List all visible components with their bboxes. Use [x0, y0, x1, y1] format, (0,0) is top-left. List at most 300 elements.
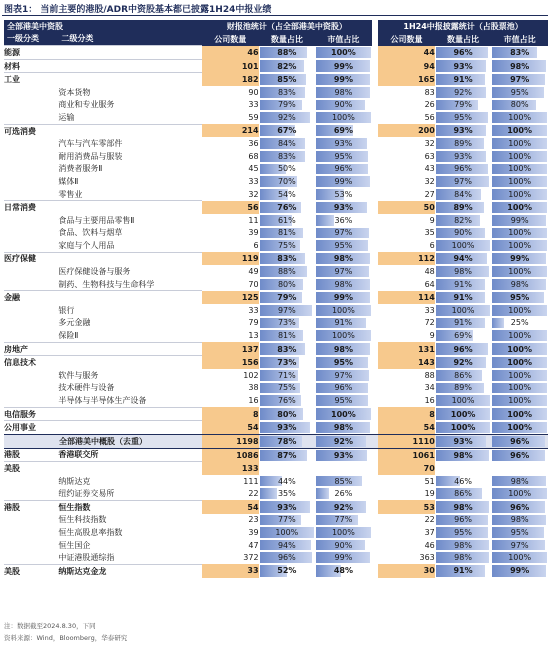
percent-text: 90% [454, 228, 472, 238]
table-row [4, 382, 548, 395]
table-row [4, 421, 548, 435]
percent-text: 97% [277, 305, 296, 315]
percent-text: 95% [510, 293, 530, 303]
percent-cell [435, 150, 492, 163]
percent-cell [315, 86, 372, 99]
percent-text: 93% [277, 422, 297, 432]
table-row [4, 448, 548, 462]
percent-text: 75% [277, 241, 296, 251]
percent-text: 61% [277, 215, 296, 225]
row-count-1h24: 56 [424, 113, 435, 123]
percent-cell [259, 175, 316, 188]
percent-cell [435, 137, 492, 150]
percent-cell [491, 317, 548, 330]
row-level1 [4, 278, 58, 291]
percent-cell [435, 86, 492, 99]
percent-text: 83% [277, 344, 297, 354]
row-level1: 港股 [4, 500, 58, 513]
percent-text: 82% [277, 61, 297, 71]
percent-text: 86% [454, 370, 472, 380]
row-level1: 医疗保健 [4, 252, 58, 265]
row-count-pool: 119 [202, 252, 259, 265]
row-level1 [4, 475, 58, 488]
percent-cell [491, 407, 548, 421]
percent-cell [315, 421, 372, 435]
percent-cell [315, 539, 372, 552]
percent-cell [491, 475, 548, 488]
percent-text: 95% [454, 113, 472, 123]
percent-cell [491, 111, 548, 124]
percent-cell [315, 111, 372, 124]
percent-cell [315, 265, 372, 278]
percent-text: 89% [454, 139, 472, 149]
table-row [4, 356, 548, 369]
row-count-1h24: 34 [424, 383, 435, 393]
percent-cell [259, 394, 316, 407]
row-count-pool: 79 [248, 318, 259, 328]
percent-text: 100% [508, 305, 532, 315]
percent-cell [491, 448, 548, 462]
percent-cell [259, 59, 316, 73]
percent-text: 53% [334, 189, 353, 199]
percent-text: 87% [277, 450, 297, 460]
percent-cell [315, 342, 372, 356]
row-count-pool: 156 [202, 356, 259, 369]
percent-cell [315, 124, 372, 137]
row-count-pool: 90 [248, 87, 259, 97]
row-count-1h24: 6 [429, 241, 435, 251]
percent-text: 98% [333, 422, 353, 432]
percent-cell [491, 514, 548, 527]
row-level2 [58, 73, 202, 86]
percent-cell [491, 201, 548, 214]
percent-text: 95% [454, 527, 472, 537]
row-level1 [4, 551, 58, 564]
row-level1 [4, 514, 58, 527]
row-level1: 电信服务 [4, 407, 58, 421]
row-level2: 食品、饮料与烟草 [58, 228, 123, 238]
row-level1 [4, 539, 58, 552]
percent-cell [491, 369, 548, 382]
percent-text: 70% [277, 176, 296, 186]
row-count-1h24: 70 [378, 462, 435, 475]
row-level1 [4, 329, 58, 342]
table-row [4, 487, 548, 500]
percent-cell [259, 317, 316, 330]
percent-text: 100% [508, 267, 532, 277]
row-level2 [58, 201, 202, 214]
percent-cell [435, 329, 492, 342]
percent-text: 100% [451, 305, 475, 315]
percent-text: 100% [508, 113, 532, 123]
percent-text: 99% [334, 176, 353, 186]
row-count-pool: 47 [248, 540, 259, 550]
row-level1 [4, 265, 58, 278]
row-level2: 家庭与个人用品 [58, 240, 115, 250]
row-level2: 恒生国企 [58, 540, 91, 550]
header-mktcap-share: 市值占比 [315, 33, 372, 46]
row-level1 [4, 239, 58, 252]
percent-cell [435, 163, 492, 176]
percent-cell [259, 73, 316, 86]
percent-cell [315, 551, 372, 564]
percent-cell [435, 265, 492, 278]
percent-cell [435, 227, 492, 240]
row-count-1h24: 114 [378, 291, 435, 304]
percent-text: 100% [507, 202, 533, 212]
percent-text: 83% [510, 47, 530, 57]
row-count-1h24: 165 [378, 73, 435, 86]
percent-text: 100% [331, 527, 355, 537]
percent-cell [435, 421, 492, 435]
percent-text: 69% [333, 126, 353, 136]
percent-cell [491, 214, 548, 227]
row-level1 [4, 304, 58, 317]
table-body [4, 46, 548, 578]
percent-cell [435, 475, 492, 488]
row-count-1h24: 1110 [378, 435, 435, 449]
percent-text: 95% [334, 396, 353, 406]
percent-text: 96% [510, 436, 530, 446]
percent-cell [491, 394, 548, 407]
percent-text: 100% [508, 241, 532, 251]
percent-text: 76% [277, 396, 296, 406]
percent-cell [435, 239, 492, 252]
percent-text: 92% [333, 502, 353, 512]
header-group-1h24: 1H24中报披露统计（占股票池） [378, 20, 548, 33]
row-level1 [4, 317, 58, 330]
percent-text: 46% [454, 476, 472, 486]
percent-cell [491, 291, 548, 304]
title-rule [2, 15, 548, 16]
row-level1 [4, 111, 58, 124]
percent-text: 99% [333, 74, 353, 84]
table-row [4, 124, 548, 137]
percent-text: 83% [277, 151, 296, 161]
percent-text: 36% [334, 215, 353, 225]
percent-text: 52% [277, 566, 297, 576]
row-count-pool: 56 [202, 201, 259, 214]
table-row [4, 539, 548, 552]
percent-text: 99% [510, 254, 530, 264]
percent-text: 93% [453, 61, 473, 71]
percent-cell [491, 124, 548, 137]
table-row [4, 214, 548, 227]
percent-cell [491, 356, 548, 369]
percent-cell [259, 551, 316, 564]
table-row [4, 201, 548, 214]
percent-cell [435, 46, 492, 60]
percent-cell [491, 163, 548, 176]
percent-cell [259, 99, 316, 112]
row-count-pool: 23 [248, 515, 259, 525]
row-count-pool: 54 [202, 500, 259, 513]
percent-text: 98% [334, 279, 353, 289]
percent-cell [435, 317, 492, 330]
percent-text: 80% [510, 100, 529, 110]
header-count: 公司数量 [202, 33, 259, 46]
row-count-pool: 13 [248, 331, 259, 341]
row-level2: 耐用消费品与服装 [58, 151, 123, 161]
percent-text: 71% [277, 370, 296, 380]
percent-cell [315, 435, 372, 449]
percent-text: 100% [508, 331, 532, 341]
percent-text: 90% [334, 540, 353, 550]
percent-text: 92% [277, 113, 296, 123]
percent-text: 67% [277, 126, 297, 136]
percent-cell [315, 564, 372, 577]
table-row [4, 500, 548, 513]
percent-cell [315, 46, 372, 60]
percent-cell [315, 163, 372, 176]
percent-cell [435, 278, 492, 291]
percent-text: 99% [333, 293, 353, 303]
percent-cell [491, 551, 548, 564]
percent-text: 91% [453, 293, 473, 303]
percent-cell [259, 214, 316, 227]
row-level1: 公用事业 [4, 421, 58, 435]
percent-text: 84% [454, 189, 472, 199]
percent-text: 98% [510, 61, 530, 71]
percent-text: 97% [334, 370, 353, 380]
percent-cell [435, 500, 492, 513]
row-count-pool: 39 [248, 527, 259, 537]
row-level2: 食品与主要用品零售Ⅱ [58, 215, 135, 225]
percent-cell [435, 394, 492, 407]
percent-text: 100% [507, 409, 533, 419]
percent-cell [315, 462, 372, 475]
percent-text: 48% [333, 566, 353, 576]
percent-text: 79% [454, 100, 472, 110]
percent-cell [315, 304, 372, 317]
table-row [4, 304, 548, 317]
percent-text: 88% [277, 47, 297, 57]
row-count-1h24: 53 [378, 500, 435, 513]
percent-text: 77% [277, 515, 296, 525]
row-count-pool: 49 [248, 267, 259, 277]
percent-text: 95% [334, 151, 353, 161]
row-count-pool: 1198 [202, 435, 259, 449]
row-count-pool: 59 [248, 113, 259, 123]
row-count-1h24: 22 [424, 515, 435, 525]
table-row [4, 137, 548, 150]
percent-text: 95% [510, 527, 529, 537]
header-group-pool: 财报池统计（占全部港美中资股） [202, 20, 372, 33]
row-level1: 能源 [4, 46, 58, 60]
row-count-pool: 6 [253, 241, 259, 251]
header-row-cols [4, 33, 548, 46]
percent-text: 98% [453, 450, 473, 460]
percent-text: 83% [277, 254, 297, 264]
percent-cell [315, 291, 372, 304]
percent-text: 96% [510, 502, 530, 512]
percent-cell [259, 448, 316, 462]
percent-cell [435, 73, 492, 86]
row-count-pool: 133 [202, 462, 259, 475]
percent-cell [315, 227, 372, 240]
row-count-1h24: 112 [378, 252, 435, 265]
percent-text: 98% [454, 540, 472, 550]
row-level2: 纽约证券交易所 [58, 489, 115, 499]
row-level2: 软件与服务 [58, 370, 99, 380]
percent-cell [435, 487, 492, 500]
row-level2 [58, 124, 202, 137]
percent-text: 91% [334, 318, 353, 328]
row-count-1h24: 1061 [378, 448, 435, 462]
percent-text: 97% [334, 228, 353, 238]
row-count-pool: 54 [202, 421, 259, 435]
row-level2: 消费者服务Ⅱ [58, 164, 103, 174]
percent-cell [491, 227, 548, 240]
row-level2: 恒生高股息率指数 [58, 527, 123, 537]
percent-text: 93% [333, 202, 353, 212]
percent-cell [315, 475, 372, 488]
percent-text: 26% [334, 489, 353, 499]
percent-text: 99% [510, 215, 529, 225]
percent-cell [435, 175, 492, 188]
table-row [4, 551, 548, 564]
table-row [4, 514, 548, 527]
percent-cell [315, 394, 372, 407]
percent-text: 100% [331, 305, 355, 315]
percent-text: 79% [277, 293, 297, 303]
row-count-1h24: 63 [424, 151, 435, 161]
percent-text: 85% [277, 74, 297, 84]
percent-text: 100% [508, 228, 532, 238]
figure-title: 图表1： 当前主要的港股/ADR中资股基本都已披露1H24中报业绩 [4, 5, 272, 15]
percent-text: 98% [333, 254, 353, 264]
percent-text: 97% [454, 176, 472, 186]
percent-text: 95% [333, 357, 353, 367]
percent-cell [259, 278, 316, 291]
row-level2: 医疗保健设备与服务 [58, 267, 131, 277]
row-count-1h24: 33 [424, 305, 435, 315]
percent-text: 89% [454, 383, 472, 393]
table-row [4, 317, 548, 330]
percent-text: 97% [510, 74, 530, 84]
table-row [4, 73, 548, 86]
percent-cell [315, 514, 372, 527]
percent-text: 83% [277, 87, 296, 97]
percent-cell [315, 59, 372, 73]
percent-cell [491, 421, 548, 435]
percent-text: 78% [277, 436, 297, 446]
percent-bar [316, 215, 334, 226]
percent-text: 91% [454, 279, 472, 289]
row-count-pool: 16 [248, 396, 259, 406]
row-total-label: 全部港美中概股（去重） [4, 435, 202, 449]
percent-text: 98% [333, 344, 353, 354]
header-count-share: 数量占比 [259, 33, 316, 46]
percent-cell [435, 448, 492, 462]
percent-cell [315, 175, 372, 188]
row-level2 [58, 291, 202, 304]
percent-text: 93% [333, 450, 353, 460]
percent-text: 79% [277, 100, 296, 110]
percent-text: 100% [450, 409, 476, 419]
percent-text: 99% [510, 566, 530, 576]
row-count-1h24: 9 [429, 331, 435, 341]
row-count-1h24: 83 [424, 87, 435, 97]
row-level1 [4, 227, 58, 240]
percent-text: 100% [508, 189, 532, 199]
row-count-1h24: 27 [424, 189, 435, 199]
row-level2: 香港联交所 [58, 448, 202, 462]
percent-text: 35% [277, 489, 296, 499]
row-count-1h24: 143 [378, 356, 435, 369]
percent-cell [491, 435, 548, 449]
percent-text: 98% [454, 267, 472, 277]
percent-cell [491, 46, 548, 60]
row-level1 [4, 394, 58, 407]
percent-cell [435, 539, 492, 552]
row-level2 [58, 407, 202, 421]
table-row [4, 475, 548, 488]
row-count-pool: 125 [202, 291, 259, 304]
row-level1: 房地产 [4, 342, 58, 356]
percent-cell [259, 435, 316, 449]
percent-cell [315, 382, 372, 395]
percent-text: 69% [454, 331, 472, 341]
percent-cell [259, 342, 316, 356]
percent-bar [492, 318, 504, 329]
row-level1 [4, 175, 58, 188]
percent-cell [491, 150, 548, 163]
row-count-1h24: 26 [424, 100, 435, 110]
source-note: 资料来源：Wind，Bloomberg，华泰研究 [4, 634, 128, 642]
row-count-pool: 39 [248, 228, 259, 238]
percent-text: 91% [454, 318, 472, 328]
row-level1 [4, 86, 58, 99]
row-level1: 信息技术 [4, 356, 58, 369]
percent-cell [435, 514, 492, 527]
percent-text: 100% [508, 396, 532, 406]
row-level2: 多元金融 [58, 318, 91, 328]
header-level1: 一级分类 [4, 33, 58, 46]
table-row [4, 163, 548, 176]
percent-text: 92% [453, 357, 473, 367]
percent-text: 100% [331, 331, 355, 341]
percent-cell [435, 291, 492, 304]
percent-cell [259, 407, 316, 421]
row-level1: 材料 [4, 59, 58, 73]
percent-text: 93% [453, 436, 473, 446]
row-count-1h24: 200 [378, 124, 435, 137]
percent-cell [315, 329, 372, 342]
row-count-1h24: 44 [378, 46, 435, 60]
percent-cell [315, 369, 372, 382]
row-level2: 商业和专业服务 [58, 100, 115, 110]
percent-text: 100% [451, 396, 475, 406]
percent-cell [315, 356, 372, 369]
percent-cell [435, 356, 492, 369]
percent-cell [435, 551, 492, 564]
row-level2 [58, 342, 202, 356]
row-count-1h24: 64 [424, 279, 435, 289]
header-level2: 二级分类 [58, 33, 202, 46]
row-count-1h24: 46 [424, 540, 435, 550]
row-count-pool: 38 [248, 383, 259, 393]
row-level1 [4, 369, 58, 382]
row-level2: 制药、生物科技与生命科学 [58, 279, 155, 289]
percent-text: 100% [507, 344, 533, 354]
row-count-1h24: 16 [424, 396, 435, 406]
percent-text: 85% [334, 476, 353, 486]
row-count-1h24: 72 [424, 318, 435, 328]
row-count-1h24: 37 [424, 527, 435, 537]
table-row [4, 46, 548, 60]
row-level1 [4, 150, 58, 163]
